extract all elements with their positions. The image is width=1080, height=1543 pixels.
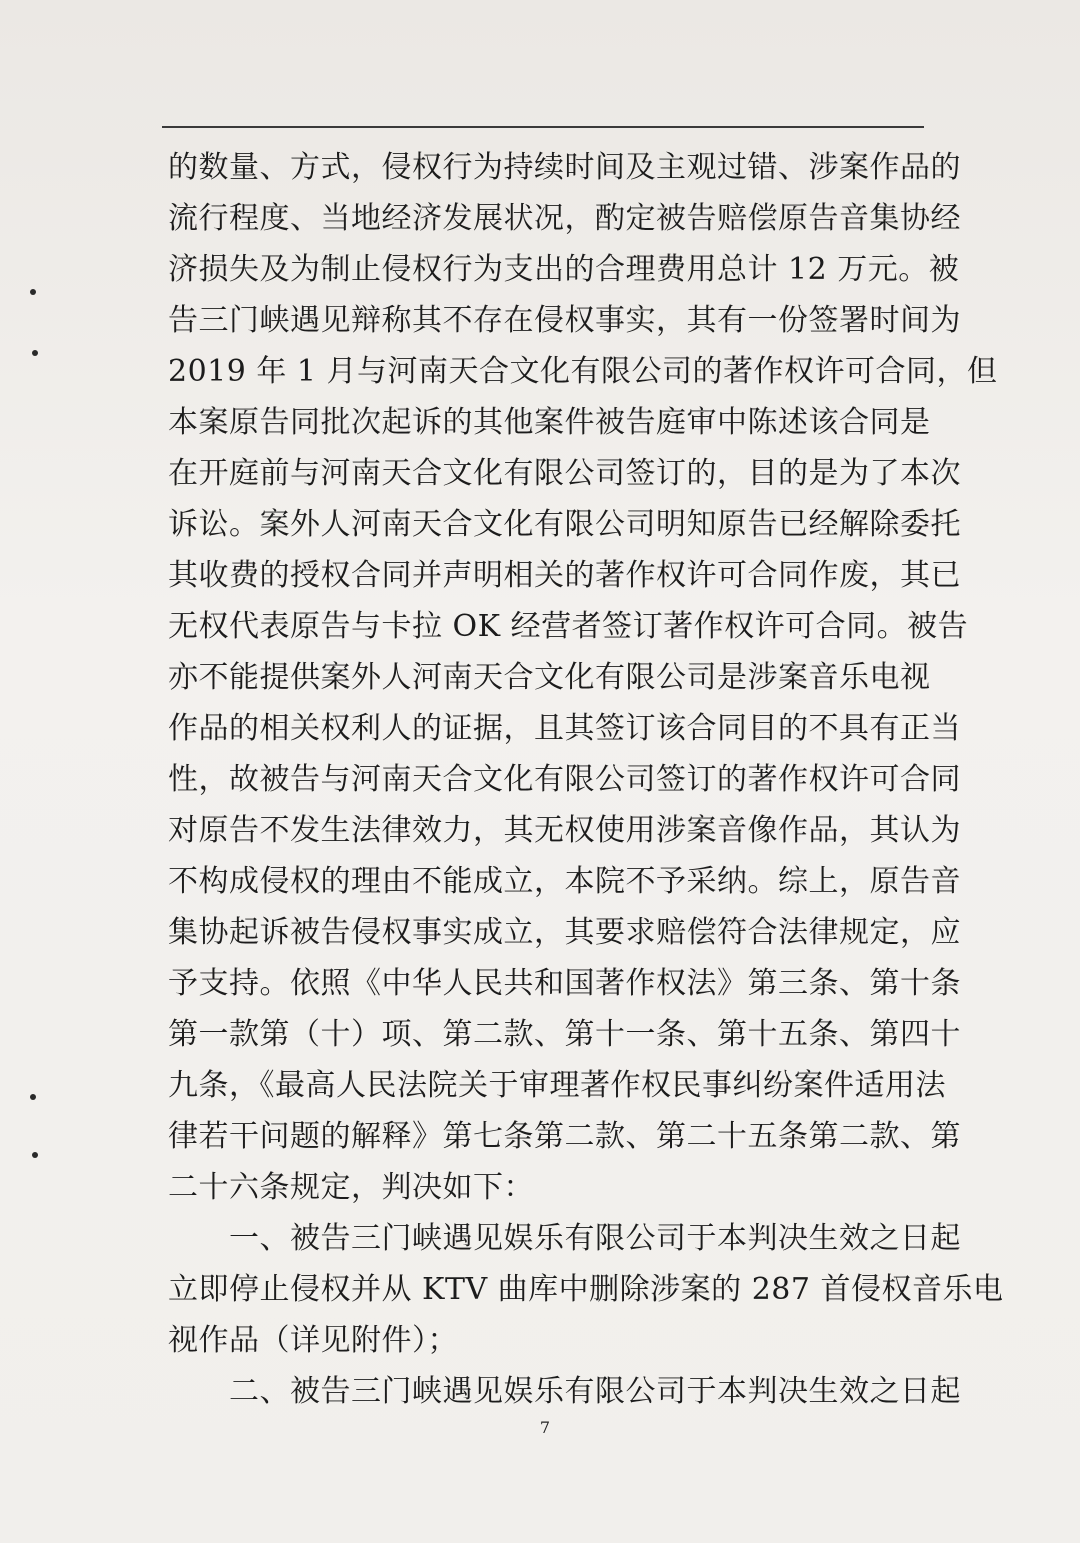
judgment-body-text [168, 142, 1004, 1417]
text-line: 其收费的授权合同并声明相关的著作权许可合同作废，其已 [168, 558, 961, 593]
binding-hole-mark [32, 350, 38, 356]
binding-hole-mark [30, 1094, 36, 1100]
text-line: 济损失及为制止侵权行为支出的合理费用总计 12 万元。被 [168, 252, 960, 287]
text-line: 2019 年 1 月与河南天合文化有限公司的著作权许可合同，但 [168, 354, 998, 389]
text-line: 对原告不发生法律效力，其无权使用涉案音像作品，其认为 [168, 813, 961, 848]
text-line: 予支持。依照《中华人民共和国著作权法》第三条、第十条 [168, 966, 961, 1001]
page-number: 7 [539, 1418, 551, 1437]
text-line: 二、被告三门峡遇见娱乐有限公司于本判决生效之日起 [168, 1374, 961, 1409]
text-line: 亦不能提供案外人河南天合文化有限公司是涉案音乐电视 [168, 660, 931, 695]
text-line: 不构成侵权的理由不能成立，本院不予采纳。综上，原告音 [168, 864, 961, 899]
text-line: 一、被告三门峡遇见娱乐有限公司于本判决生效之日起 [168, 1221, 961, 1256]
text-line: 性，故被告与河南天合文化有限公司签订的著作权许可合同 [168, 762, 961, 797]
text-line: 第一款第（十）项、第二款、第十一条、第十五条、第四十 [168, 1017, 961, 1052]
binding-hole-mark [32, 1152, 38, 1158]
text-line: 二十六条规定，判决如下： [168, 1170, 534, 1205]
text-line: 无权代表原告与卡拉 OK 经营者签订著作权许可合同。被告 [168, 609, 969, 644]
text-line: 在开庭前与河南天合文化有限公司签订的，目的是为了本次 [168, 456, 961, 491]
text-line: 视作品（详见附件）； [168, 1323, 458, 1358]
binding-hole-mark [30, 289, 36, 295]
text-line: 的数量、方式，侵权行为持续时间及主观过错、涉案作品的 [168, 150, 961, 185]
text-line: 告三门峡遇见辩称其不存在侵权事实，其有一份签署时间为 [168, 303, 961, 338]
text-line: 集协起诉被告侵权事实成立，其要求赔偿符合法律规定，应 [168, 915, 961, 950]
header-rule [162, 126, 924, 128]
text-line: 本案原告同批次起诉的其他案件被告庭审中陈述该合同是 [168, 405, 931, 440]
text-line: 作品的相关权利人的证据，且其签订该合同目的不具有正当 [168, 711, 961, 746]
text-line: 九条，《最高人民法院关于审理著作权民事纠纷案件适用法 [168, 1068, 946, 1103]
text-line: 律若干问题的解释》第七条第二款、第二十五条第二款、第 [168, 1119, 961, 1154]
text-line: 流行程度、当地经济发展状况，酌定被告赔偿原告音集协经 [168, 201, 961, 236]
text-line: 诉讼。案外人河南天合文化有限公司明知原告已经解除委托 [168, 507, 961, 542]
text-line: 立即停止侵权并从 KTV 曲库中删除涉案的 287 首侵权音乐电 [168, 1272, 1004, 1307]
